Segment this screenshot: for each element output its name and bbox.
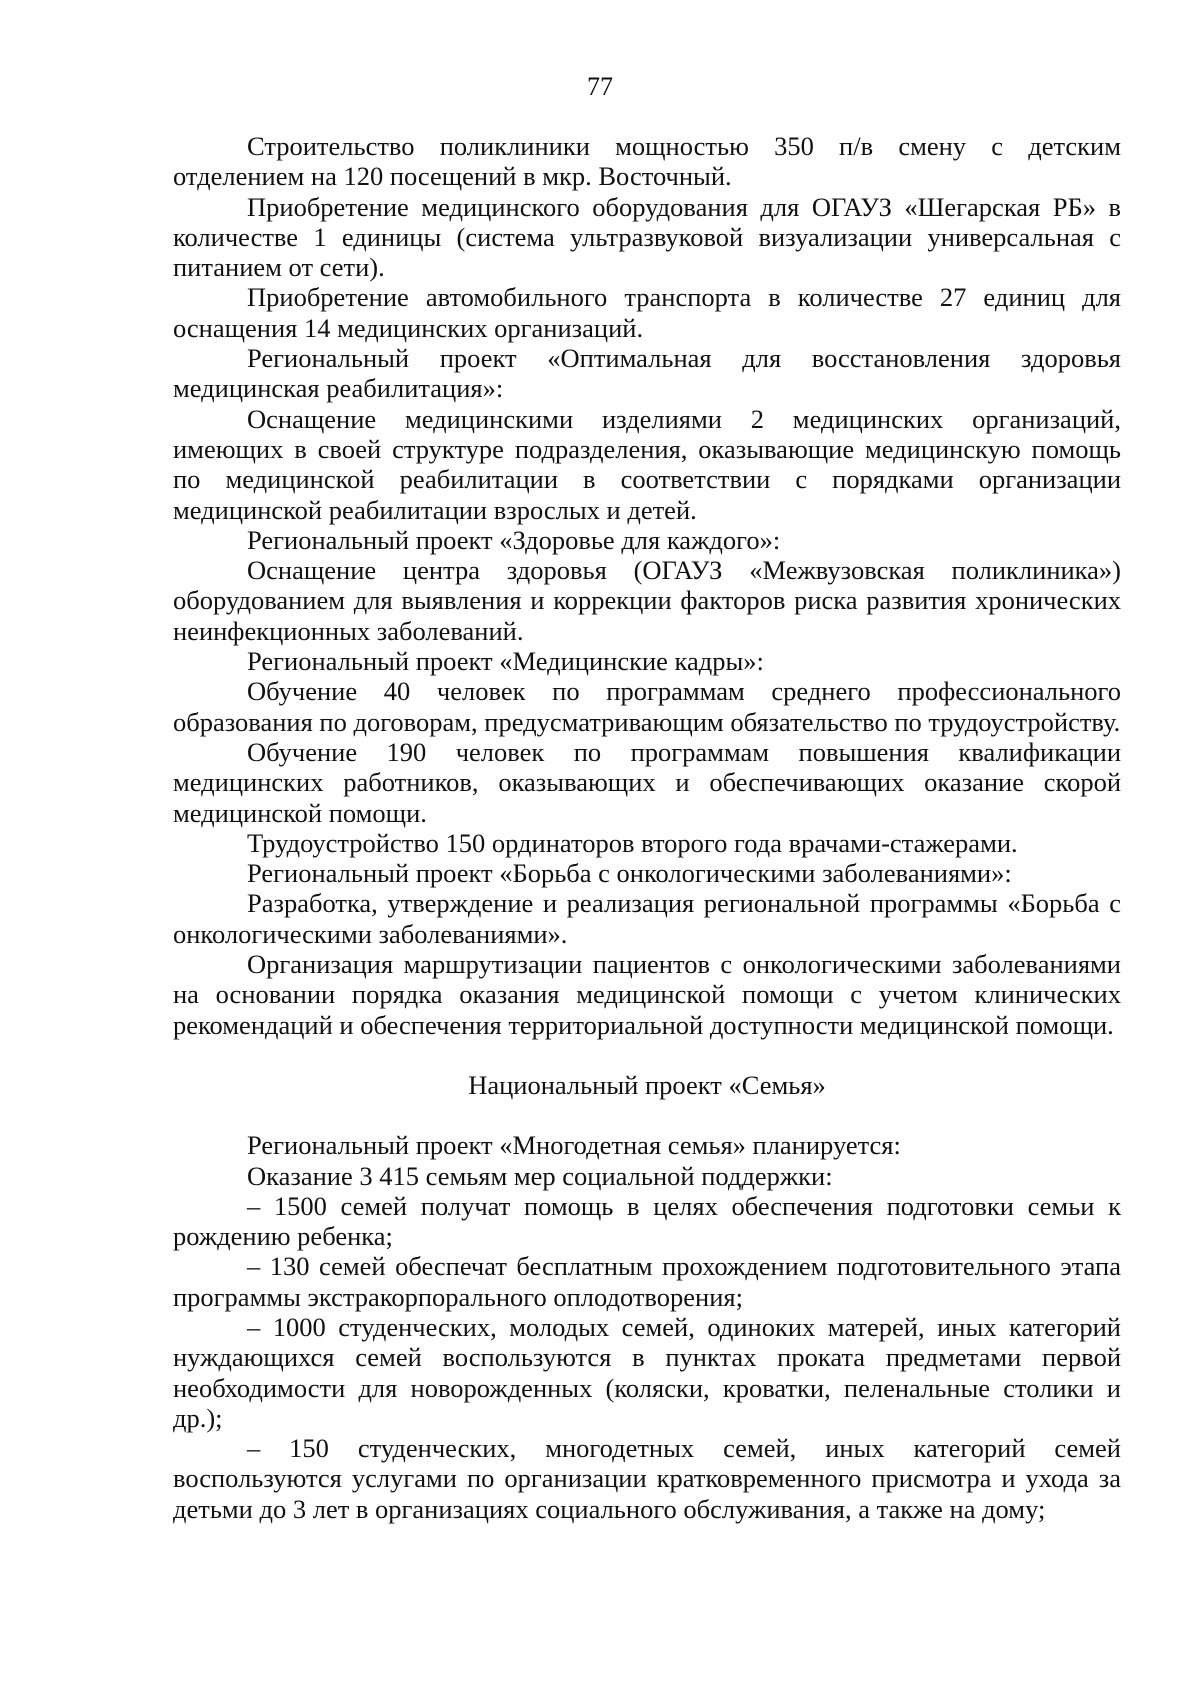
section-heading: Национальный проект «Семья» (468, 1069, 826, 1100)
paragraph: Региональный проект «Оптимальная для восстановления здоровья медицинская реабилитация»: (173, 343, 1121, 404)
paragraph: Региональный проект «Здоровье для каждого»: (247, 524, 781, 555)
page-number: 77 (587, 72, 613, 101)
paragraph: Приобретение автомобильного транспорта в количестве 27 единиц для оснащения 14 медицинских организаций. (173, 282, 1121, 343)
paragraph: Оснащение центра здоровья (ОГАУЗ «Межвузовская поликлиника») оборудованием для выявления и коррекции факторов риска развития хронических неинфекционных заболеваний. (173, 555, 1121, 646)
paragraph: Региональный проект «Борьба с онкологическими заболеваниями»: (247, 858, 1012, 889)
paragraph: Обучение 40 человек по программам среднего профессионального образования по договорам, предусматривающим обязательство по трудоустройству. (173, 676, 1121, 737)
list-item: – 1500 семей получат помощь в целях обеспечения подготовки семьи к рождению ребенка; (173, 1190, 1121, 1252)
paragraph: Региональный проект «Многодетная семья» планируется: (247, 1130, 901, 1161)
paragraph: Трудоустройство 150 ординаторов второго года врачами-стажерами. (247, 827, 1018, 858)
paragraph: Разработка, утверждение и реализация региональной программы «Борьба с онкологическими заболеваниями». (173, 888, 1121, 949)
paragraph: Региональный проект «Медицинские кадры»: (247, 646, 764, 677)
spacer (173, 1040, 1121, 1070)
paragraph: Оснащение медицинскими изделиями 2 медицинских организаций, имеющих в своей структуре подразделения, оказывающие медицинскую помощь по медицинской реабилитации в соответствии с порядками организации медицинской реабилитации взрослых и детей. (173, 403, 1121, 525)
spacer (173, 1100, 1121, 1130)
paragraph: Обучение 190 человек по программам повышения квалификации медицинских работников, оказывающих и обеспечивающих оказание скорой медицинской помощи. (173, 736, 1121, 828)
document-body (173, 131, 1121, 1524)
list-item: – 150 студенческих, многодетных семей, иных категорий семей воспользуются услугами по организации кратковременного присмотра и ухода за детьми до 3 лет в организациях социального обслуживания, а также на дому; (173, 1433, 1121, 1524)
paragraph: Строительство поликлиники мощностью 350 п/в смену с детским отделением на 120 посещений в мкр. Восточный. (173, 131, 1121, 192)
list-item: – 130 семей обеспечат бесплатным прохождением подготовительного этапа программы экстракорпорального оплодотворения; (173, 1251, 1121, 1312)
list-item: – 1000 студенческих, молодых семей, одиноких матерей, иных категорий нуждающихся семей воспользуются в пунктах проката предметами первой необходимости для новорожденных (коляски, кроватки, пеленальные столики и др.); (173, 1311, 1121, 1433)
paragraph: Организация маршрутизации пациентов с онкологическими заболеваниями на основании порядка оказания медицинской помощи с учетом клинических рекомендаций и обеспечения территориальной доступности медицинской помощи. (173, 949, 1121, 1040)
paragraph: Приобретение медицинского оборудования для ОГАУЗ «Шегарская РБ» в количестве 1 единицы (система ультразвуковой визуализации универсальная с питанием от сети). (173, 191, 1121, 283)
paragraph: Оказание 3 415 семьям мер социальной поддержки: (247, 1160, 833, 1191)
